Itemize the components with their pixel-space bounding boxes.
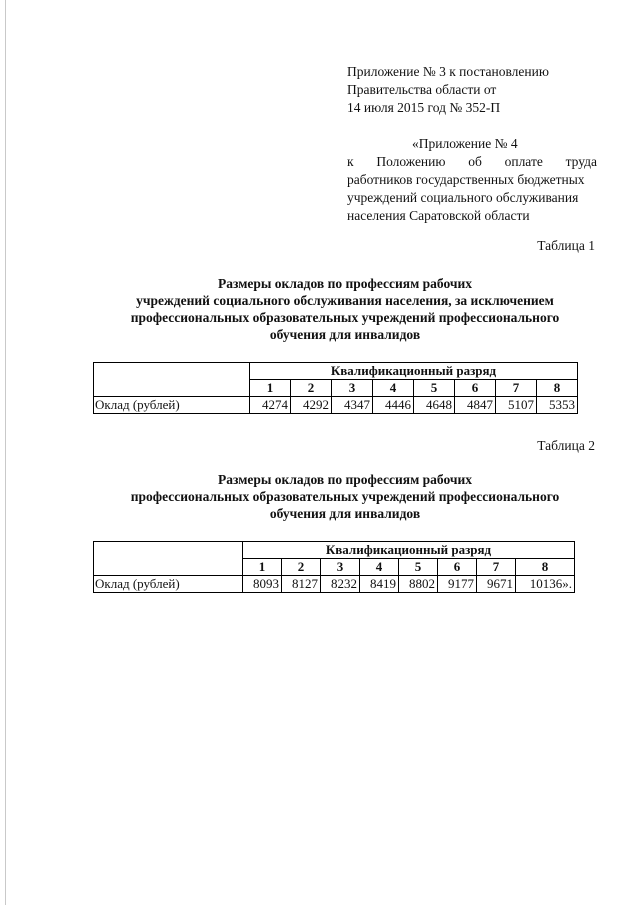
row-label: Оклад (рублей) [94,397,250,414]
grade-cell: 3 [332,380,373,397]
table2-label: Таблица 2 [537,438,595,453]
salary-cell: 4847 [455,397,496,414]
grade-cell: 4 [373,380,414,397]
table2-title [90,471,600,522]
table-corner [94,542,243,576]
scan-edge [5,0,6,905]
salary-cell: 8419 [360,576,399,593]
header-line: 14 июля 2015 год № 352-П [347,100,501,115]
salary-cell: 9177 [438,576,477,593]
salary-cell: 4446 [373,397,414,414]
salary-cell: 5353 [537,397,578,414]
title-line: профессиональных образовательных учреждений профессионального [130,310,560,325]
table-corner [94,363,250,397]
grade-cell: 5 [414,380,455,397]
salary-cell: 10136». [516,576,575,593]
grade-cell: 1 [243,559,282,576]
grade-cell: 4 [360,559,399,576]
salary-cell: 4648 [414,397,455,414]
grade-cell: 8 [516,559,575,576]
title-line: учреждений социального обслуживания населения, за исключением [136,293,554,308]
table1-title [90,275,600,343]
title-line: профессиональных образовательных учреждений профессионального [130,489,560,504]
grade-cell: 1 [250,380,291,397]
salary-cell: 8802 [399,576,438,593]
salary-cell: 5107 [496,397,537,414]
salary-cell: 9671 [477,576,516,593]
resolution-header [347,63,599,117]
row-label: Оклад (рублей) [94,576,243,593]
table1-label: Таблица 1 [537,238,595,253]
appendix-line: населения Саратовской области [347,208,530,223]
title-line: обучения для инвалидов [269,327,421,342]
appendix-line: учреждений социального обслуживания [347,190,579,205]
salary-table-2 [93,541,575,593]
header-line: Приложение № 3 к постановлению [347,64,549,79]
salary-cell: 8093 [243,576,282,593]
grade-cell: 7 [477,559,516,576]
salary-table-1 [93,362,578,414]
appendix-line: работников государственных бюджетных [347,172,585,187]
grade-cell: 6 [438,559,477,576]
salary-cell: 8127 [282,576,321,593]
grade-cell: 5 [399,559,438,576]
title-line: Размеры окладов по профессиям рабочих [217,472,473,487]
appendix-block [347,135,597,225]
salary-cell: 4274 [250,397,291,414]
salary-cell: 4347 [332,397,373,414]
grade-cell: 3 [321,559,360,576]
grade-cell: 2 [282,559,321,576]
grade-cell: 7 [496,380,537,397]
title-line: Размеры окладов по профессиям рабочих [217,276,473,291]
salary-cell: 8232 [321,576,360,593]
salary-cell: 4292 [291,397,332,414]
grade-cell: 2 [291,380,332,397]
appendix-title: «Приложение № 4 [412,136,518,151]
grade-cell: 8 [537,380,578,397]
grade-cell: 6 [455,380,496,397]
group-header: Квалификационный разряд [250,363,578,380]
title-line: обучения для инвалидов [269,506,421,521]
group-header: Квалификационный разряд [243,542,575,559]
appendix-line: к Положению об оплате труда [347,154,597,169]
header-line: Правительства области от [347,82,497,97]
